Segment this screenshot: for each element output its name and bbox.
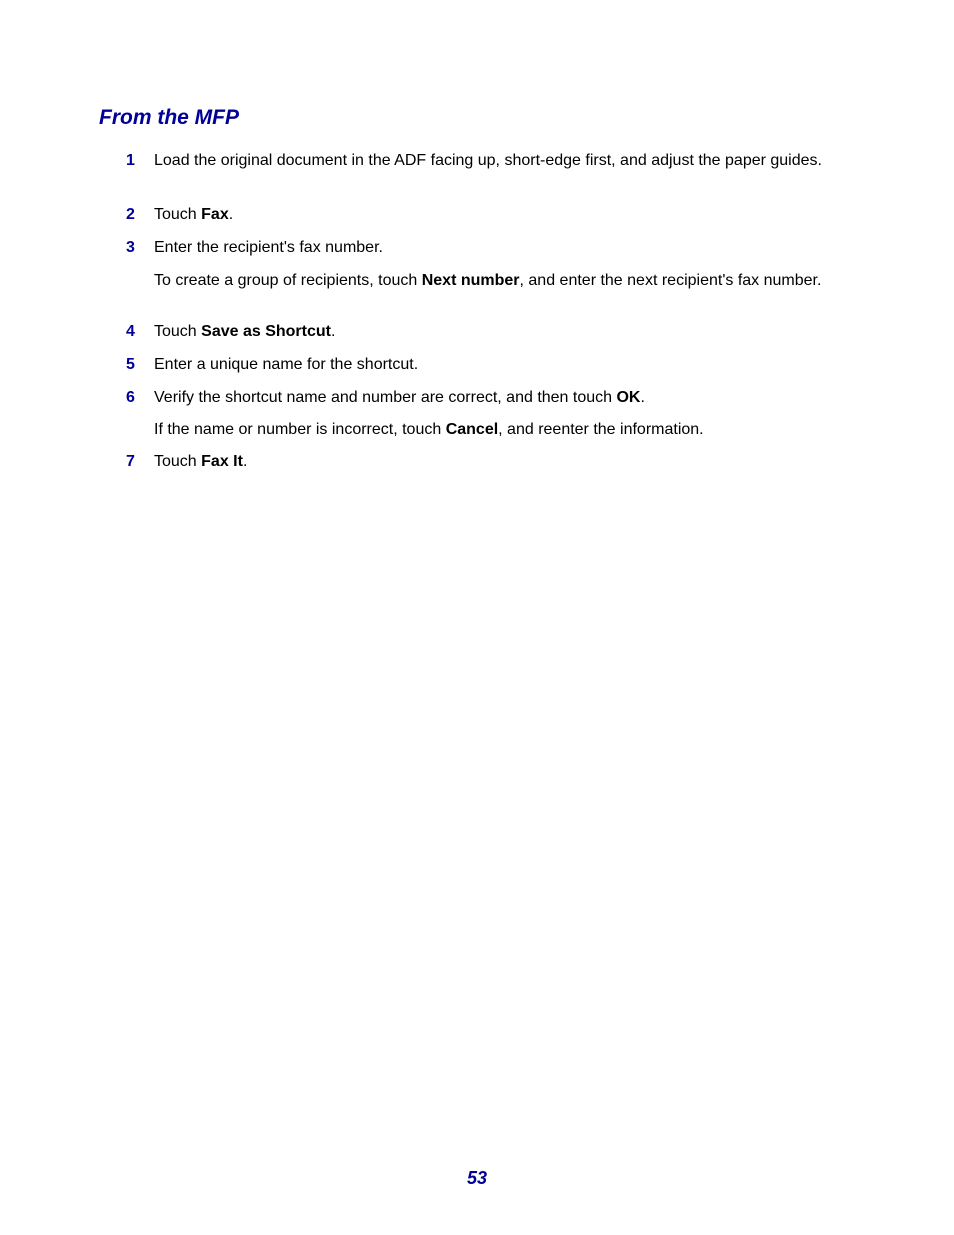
step-3-note [154, 271, 834, 291]
step-number: 7 [126, 453, 135, 470]
step-text-main: Verify the shortcut name and number are correct, and then touch [154, 389, 617, 406]
step-text [154, 150, 834, 172]
step-text-bold: Fax [201, 206, 229, 223]
step-text-end: . [640, 389, 645, 406]
step-text-bold: Save as Shortcut [201, 323, 331, 340]
step-text [154, 237, 834, 259]
step-number: 2 [126, 206, 135, 223]
step-number: 4 [126, 323, 135, 340]
step-text [154, 354, 834, 376]
step-text-main: Touch [154, 206, 202, 223]
note-text-end: , and enter the next recipient's fax number. [519, 272, 822, 289]
note-text-bold: Next number [421, 272, 520, 289]
step-text-bold: OK [616, 389, 641, 406]
step-number: 1 [126, 152, 135, 169]
step-text-bold: Fax It [201, 453, 243, 470]
page-number: 53 [466, 1168, 488, 1188]
step-text [154, 451, 834, 473]
step-number: 5 [126, 356, 135, 373]
step-text-main: Touch [154, 453, 202, 470]
step-text [154, 321, 834, 343]
section-heading: From the MFP [99, 106, 239, 129]
step-text-main: Load the original document in the ADF facing up, short-edge first, and adjust the paper guides. [154, 152, 822, 169]
step-text [154, 204, 834, 226]
note-text-bold: Cancel [445, 421, 499, 438]
step-6-note [154, 420, 834, 440]
step-text-main: Touch [154, 323, 202, 340]
step-text [154, 387, 834, 409]
step-text-end: . [228, 206, 234, 223]
step-text-main: Enter the recipient's fax number. [154, 239, 383, 256]
step-text-main: Enter a unique name for the shortcut. [154, 356, 419, 373]
note-text-main: If the name or number is incorrect, touch [154, 421, 446, 438]
note-text-end: , and reenter the information. [498, 421, 704, 438]
step-number: 3 [126, 239, 135, 256]
step-number: 6 [126, 389, 135, 406]
note-text-main: To create a group of recipients, touch [154, 272, 422, 289]
step-text-end: . [330, 323, 336, 340]
step-text-end: . [242, 453, 248, 470]
